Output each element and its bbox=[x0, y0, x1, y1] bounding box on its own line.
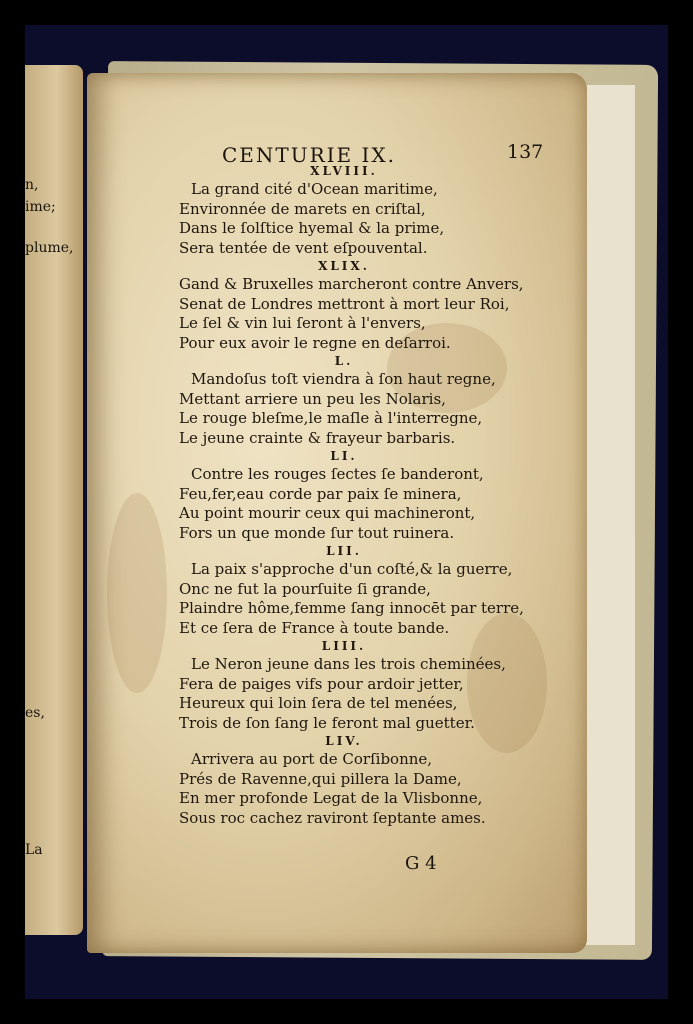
signature-mark: G 4 bbox=[405, 853, 437, 874]
verse-line: Et ce ſera de France à toute bande. bbox=[179, 618, 450, 637]
verse-line: Pour eux avoir le regne en deſarroi. bbox=[179, 333, 451, 352]
verse-line: Prés de Ravenne,qui pillera la Dame, bbox=[179, 769, 462, 788]
verse-line: Sera tentée de vent eſpouvental. bbox=[179, 238, 428, 257]
left-fragment-4: es, bbox=[25, 705, 45, 721]
verse-line: Heureux qui loin ſera de tel menées, bbox=[179, 694, 458, 712]
quatrain-number: XLIX. bbox=[318, 259, 370, 273]
verse-line: Plaindre hôme,femme ſang innocēt par terre, bbox=[179, 599, 524, 617]
verse-line: Le jeune crainte & frayeur barbaris. bbox=[179, 428, 456, 447]
verse-line: Le ſel & vin lui ſeront à l'envers, bbox=[179, 314, 426, 332]
verse-line: Gand & Bruxelles marcheront contre Anvers, bbox=[179, 275, 524, 293]
verse-line: Au point mourir ceux qui machineront, bbox=[179, 504, 476, 522]
book-page bbox=[87, 73, 587, 953]
verse-line: Arrivera au port de Corſibonne, bbox=[191, 750, 433, 768]
verse-line: Dans le ſolſtice hyemal & la prime, bbox=[179, 219, 445, 237]
verse-line: Fera de paiges vifs pour ardoir jetter, bbox=[179, 674, 464, 693]
running-header: CENTURIE IX. bbox=[222, 143, 397, 167]
verse-line: Feu,fer,eau corde par paix ſe minera, bbox=[179, 484, 462, 503]
verse-line: Contre les rouges ſectes ſe banderont, bbox=[191, 465, 484, 483]
quatrain-number: LII. bbox=[326, 544, 362, 558]
verse-line: Sous roc cachez raviront ſeptante ames. bbox=[179, 808, 486, 827]
verse-line: La paix s'approche d'un coſté,& la guerre, bbox=[191, 560, 513, 578]
verse-line: Mettant arriere un peu les Nolaris, bbox=[179, 389, 446, 408]
verse-line: La grand cité d'Ocean maritime, bbox=[191, 180, 438, 198]
page-number: 137 bbox=[507, 141, 544, 163]
verse-line: En mer profonde Legat de la Vlisbonne, bbox=[179, 789, 483, 807]
verse-line: Le rouge bleſme,le maſle à l'interregne, bbox=[179, 409, 483, 427]
left-page-fragment bbox=[25, 65, 83, 935]
verse-line: Fors un que monde ſur tout ruinera. bbox=[179, 523, 455, 542]
quatrain-number: LIII. bbox=[321, 639, 367, 653]
left-fragment-2: ime; bbox=[25, 199, 56, 215]
quatrain-number: L. bbox=[334, 354, 354, 368]
quatrain-number: LI. bbox=[330, 449, 358, 463]
verse-line: Mandoſus toſt viendra à ſon haut regne, bbox=[191, 370, 496, 388]
photo-background bbox=[25, 25, 668, 999]
left-fragment-5: La bbox=[25, 842, 43, 858]
quatrain-list bbox=[179, 163, 579, 828]
verse-line: Senat de Londres mettront à mort leur Roi, bbox=[179, 294, 510, 313]
verse-line: Environnée de marets en criſtal, bbox=[179, 199, 426, 218]
verse-line: Onc ne fut la pourſuite ſi grande, bbox=[179, 579, 431, 598]
verse-line: Trois de ſon ſang le feront mal guetter. bbox=[179, 713, 475, 732]
quatrain-number: LIV. bbox=[325, 734, 363, 748]
quatrain-number: XLVIII. bbox=[310, 164, 378, 178]
verse-line: Le Neron jeune dans les trois cheminées, bbox=[191, 655, 506, 673]
left-fragment-1: n, bbox=[25, 177, 39, 193]
left-fragment-3: plume, bbox=[25, 240, 74, 256]
